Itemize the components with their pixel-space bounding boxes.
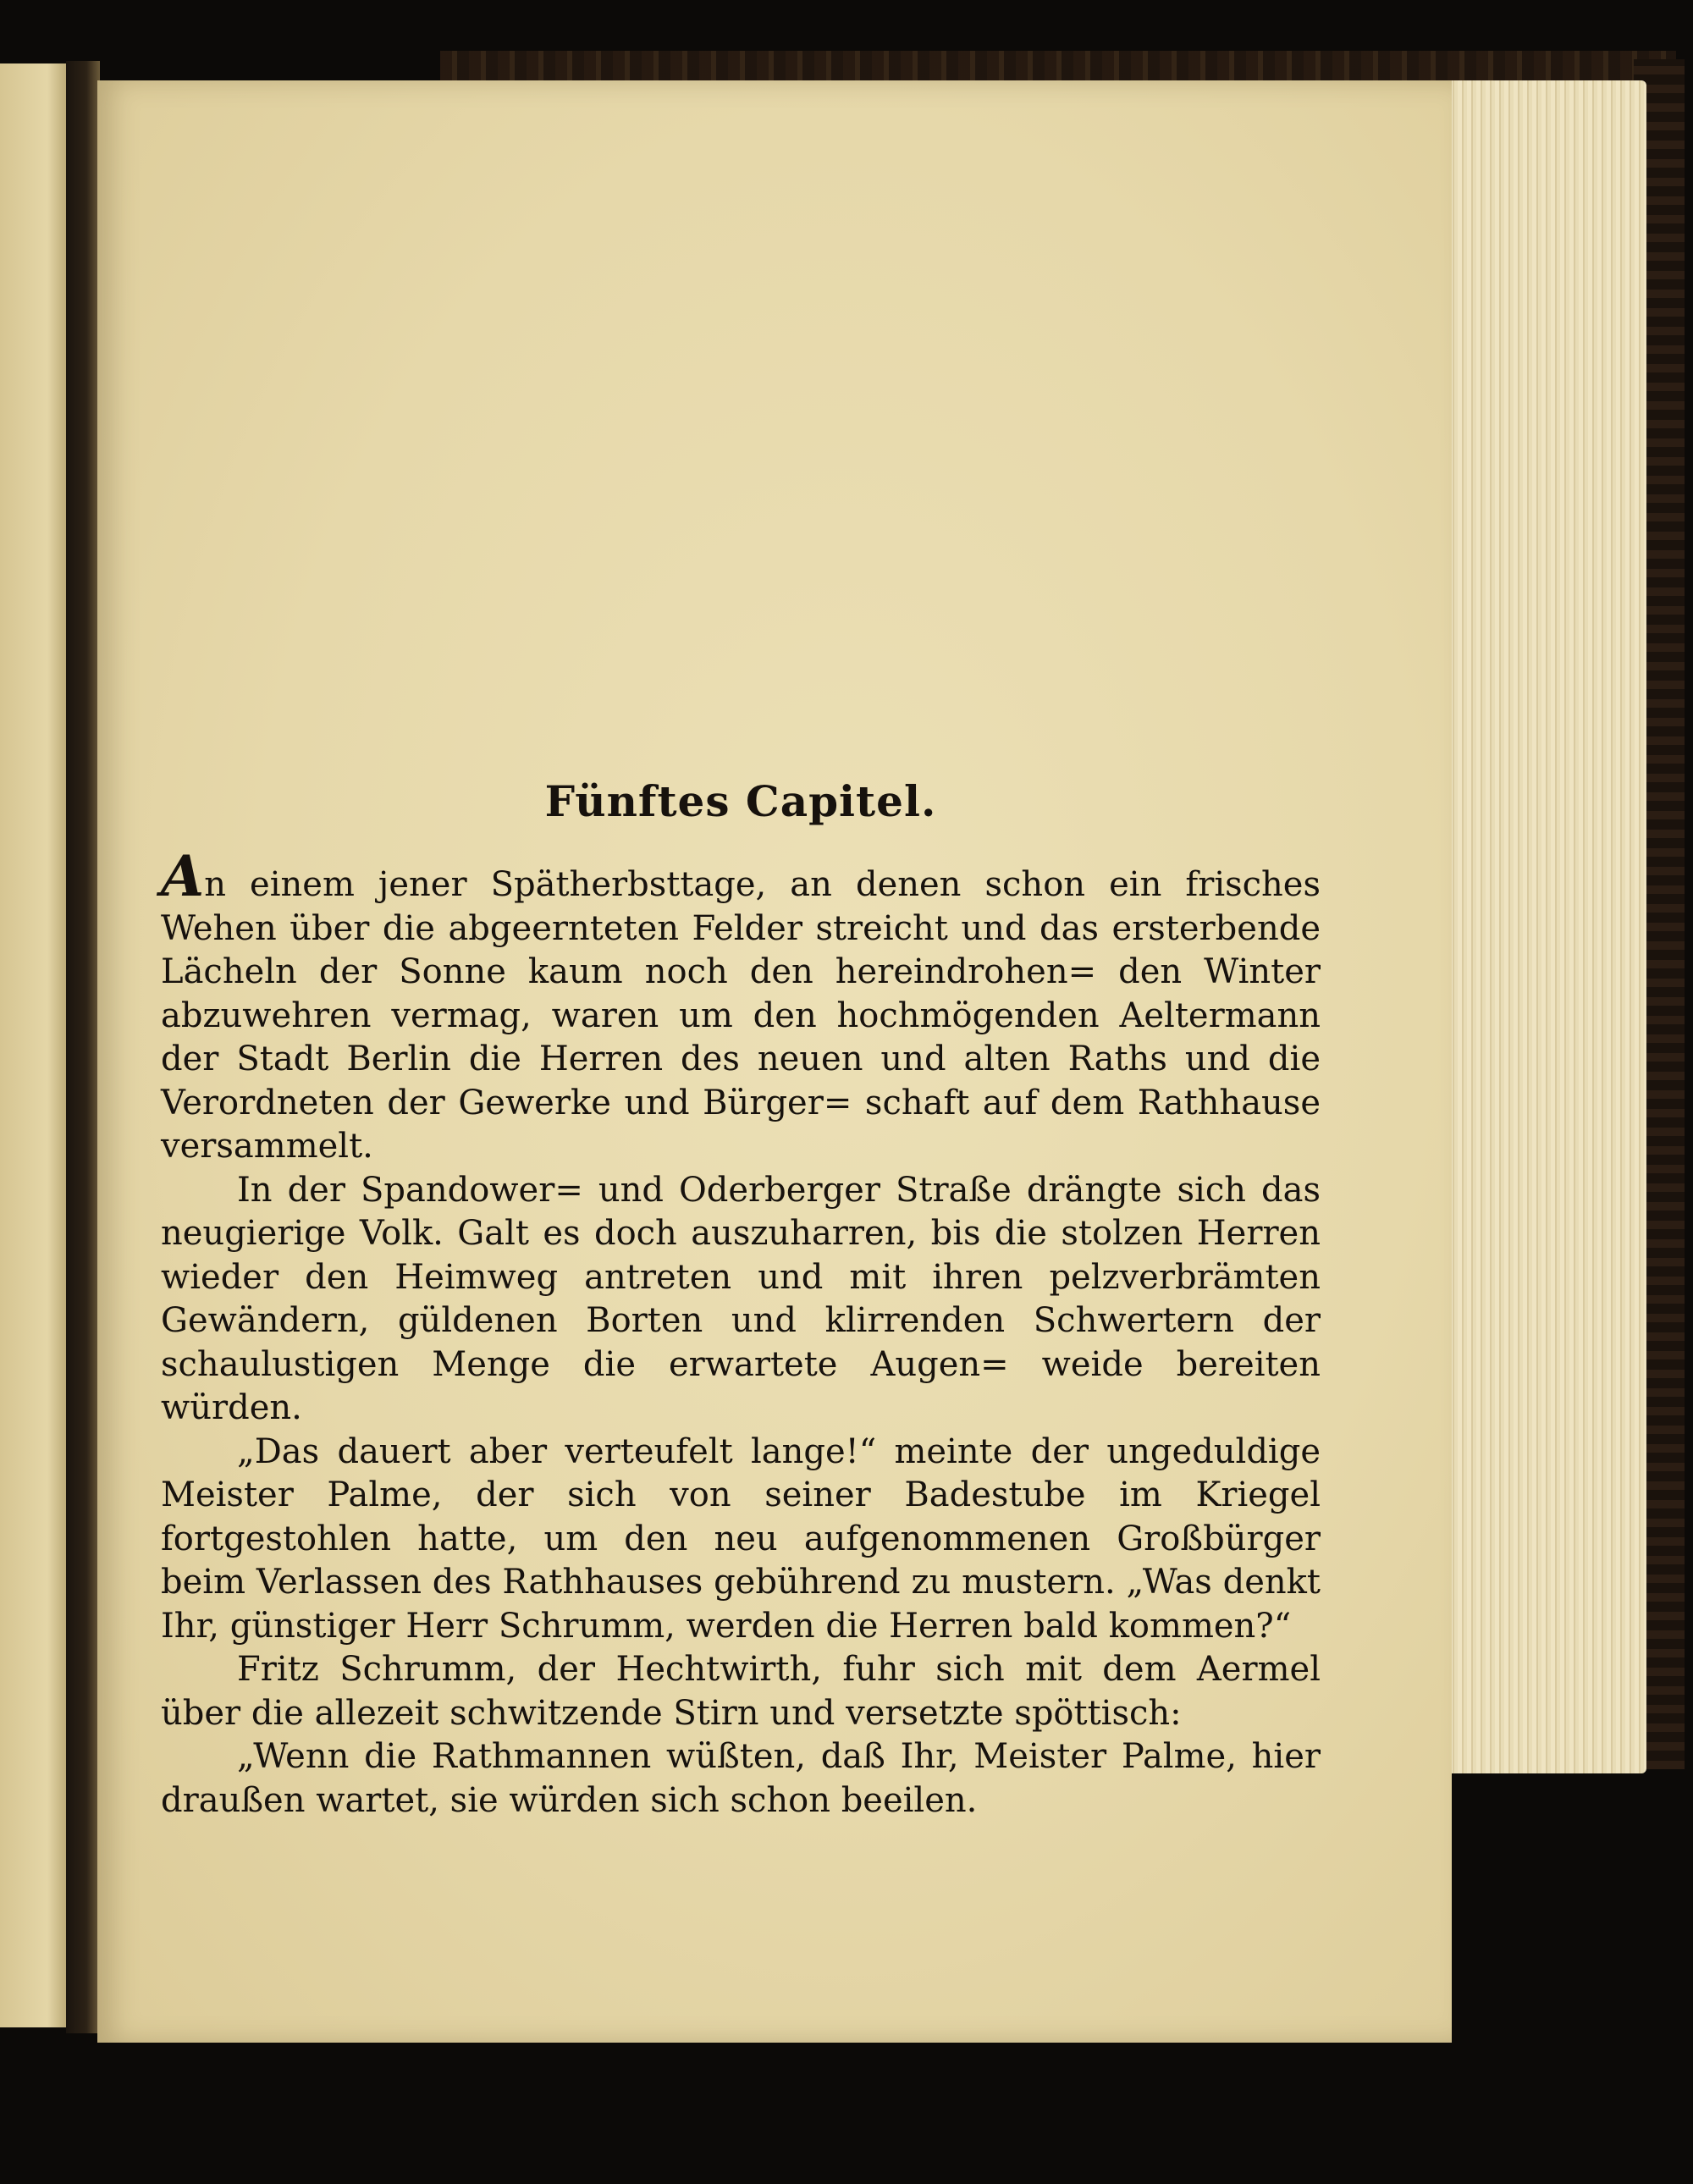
paragraph-3: „Das dauert aber verteufelt lange!“ meinte der ungeduldige Meister Palme, der sich von seiner Badestube im Kriegel fortgestohlen hatte, um den neu aufgenommenen Großbürger beim Verlassen des Rathhauses gebührend zu mustern. „Was denkt Ihr, günstiger Herr Schrumm, werden die Herren bald kommen?“	[161, 1431, 1321, 1646]
facing-page-edge	[0, 63, 68, 2027]
page-stack-edges	[1439, 80, 1646, 1773]
book-gutter	[66, 61, 100, 2033]
body-text	[161, 843, 1321, 1823]
chapter-title: Fünftes Capitel.	[544, 776, 937, 826]
paragraph-text: n einem jener Spätherbsttage, an denen schon ein frisches Wehen über die abgeernteten Felder streicht und das ersterbende Lächeln der Sonne kaum noch den hereindrohen= den Winter abzuwehren vermag, waren um den hochmögenden Aeltermann der Stadt Berlin die Herren des neuen und alten Raths und die Verordneten der Gewerke und Bürger= schaft auf dem Rathhause versammelt.	[161, 865, 1321, 1166]
paragraph-5: „Wenn die Rathmannen wüßten, daß Ihr, Meister Palme, hier draußen wartet, sie würden sich schon beeilen.	[161, 1737, 1321, 1820]
paragraph-2: In der Spandower= und Oderberger Straße drängte sich das neugierige Volk. Galt es doch auszuharren, bis die stolzen Herren wieder den Heimweg antreten und mit ihren pelzverbrämten Gewändern, güldenen Borten und klirrenden Schwertern der schaulustigen Menge die erwartete Augen= weide bereiten würden.	[161, 1170, 1321, 1427]
paragraph-1	[161, 843, 1321, 1169]
paragraph-4: Fritz Schrumm, der Hechtwirth, fuhr sich mit dem Aermel über die allezeit schwitzende Stirn und versetzte spöttisch:	[161, 1650, 1321, 1733]
drop-cap: A	[161, 843, 205, 909]
bleed-through-text	[161, 284, 1287, 842]
book-page	[97, 80, 1452, 2043]
